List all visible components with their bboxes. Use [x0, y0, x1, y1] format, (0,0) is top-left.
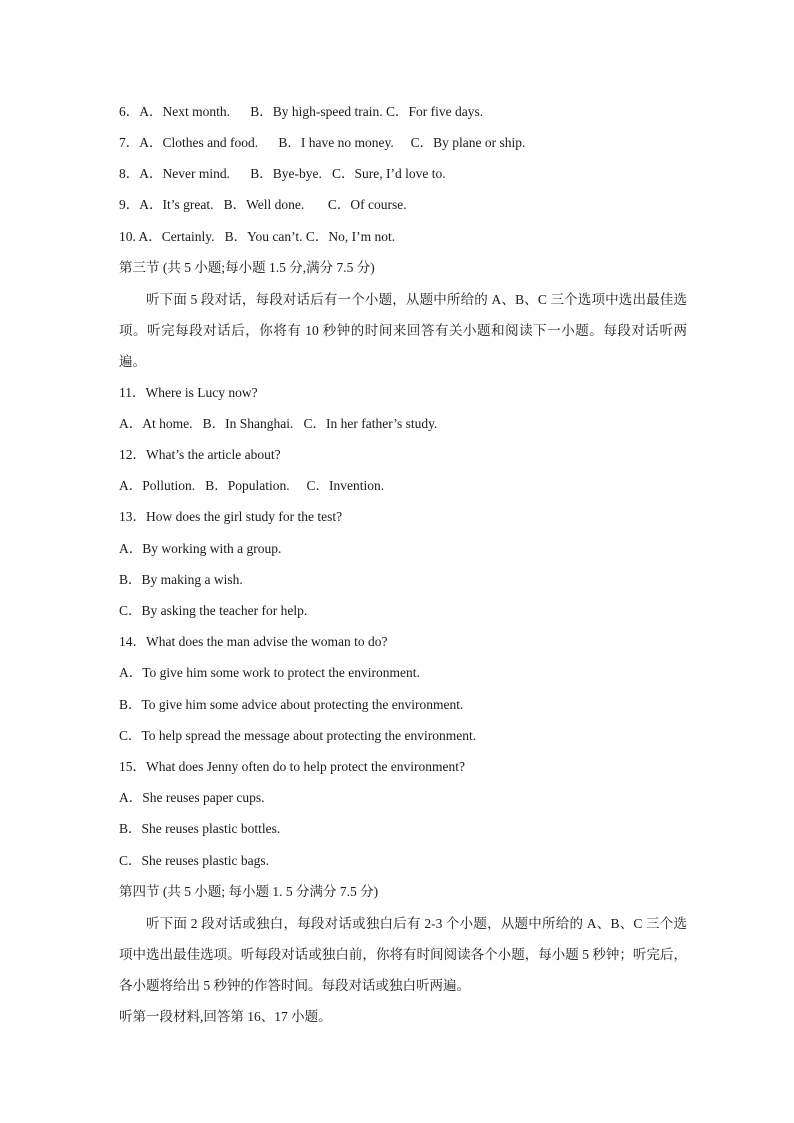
- question-13-option-c: C．By asking the teacher for help.: [119, 603, 308, 618]
- question-14-stem: 14．What does the man advise the woman to do?: [119, 634, 388, 649]
- question-9-options: 9．A．It’s great. B．Well done. C．Of course.: [119, 197, 407, 212]
- question-14-option-b: B．To give him some advice about protecting the environment.: [119, 697, 464, 712]
- question-14-option-c: C．To help spread the message about protecting the environment.: [119, 728, 477, 743]
- question-15-option-c: C．She reuses plastic bags.: [119, 853, 269, 868]
- question-12-options: A．Pollution. B．Population. C．Invention.: [119, 478, 385, 493]
- question-11-stem: 11．Where is Lucy now?: [119, 385, 258, 400]
- question-13-option-b: B．By making a wish.: [119, 572, 243, 587]
- question-7-options: 7．A．Clothes and food. B．I have no money. C．By plane or ship.: [119, 135, 526, 150]
- question-6-options: 6．A．Next month. B．By high-speed train. C．For five days.: [119, 104, 484, 119]
- question-11-options: A．At home. B．In Shanghai. C．In her father’s study.: [119, 416, 438, 431]
- question-15-stem: 15．What does Jenny often do to help protect the environment?: [119, 759, 466, 774]
- section-4-heading: 第四节 (共 5 小题; 每小题 1. 5 分满分 7.5 分): [119, 884, 379, 899]
- section-4-first-material: 听第一段材料,回答第 16、17 小题。: [119, 1009, 332, 1024]
- question-14-option-a: A．To give him some work to protect the environment.: [119, 665, 420, 680]
- question-10-options: 10. A．Certainly. B．You can’t. C．No, I’m not.: [119, 229, 396, 244]
- section-3-heading: 第三节 (共 5 小题;每小题 1.5 分,满分 7.5 分): [119, 260, 375, 275]
- question-13-option-a: A．By working with a group.: [119, 541, 282, 556]
- section-4-instructions: 听下面 2 段对话或独白，每段对话或独白后有 2-3 个小题，从题中所给的 A、B、C 三个选项中选出最佳选项。听每段对话或独白前，你将有时间阅读各个小题，每小题 5 秒钟；听完后，各小题将给出 5 秒钟的作答时间。每段对话或独白听两遍。: [119, 916, 687, 994]
- question-8-options: 8．A．Never mind. B．Bye-bye. C．Sure, I’d love to.: [119, 166, 446, 181]
- question-15-option-a: A．She reuses paper cups.: [119, 790, 265, 805]
- section-3-instructions: 听下面 5 段对话，每段对话后有一个小题，从题中所给的 A、B、C 三个选项中选出最佳选项。听完每段对话后，你将有 10 秒钟的时间来回答有关小题和阅读下一小题。每段对话听两遍。: [119, 292, 687, 370]
- question-12-stem: 12．What’s the article about?: [119, 447, 281, 462]
- question-15-option-b: B．She reuses plastic bottles.: [119, 821, 281, 836]
- question-13-stem: 13．How does the girl study for the test?: [119, 509, 343, 524]
